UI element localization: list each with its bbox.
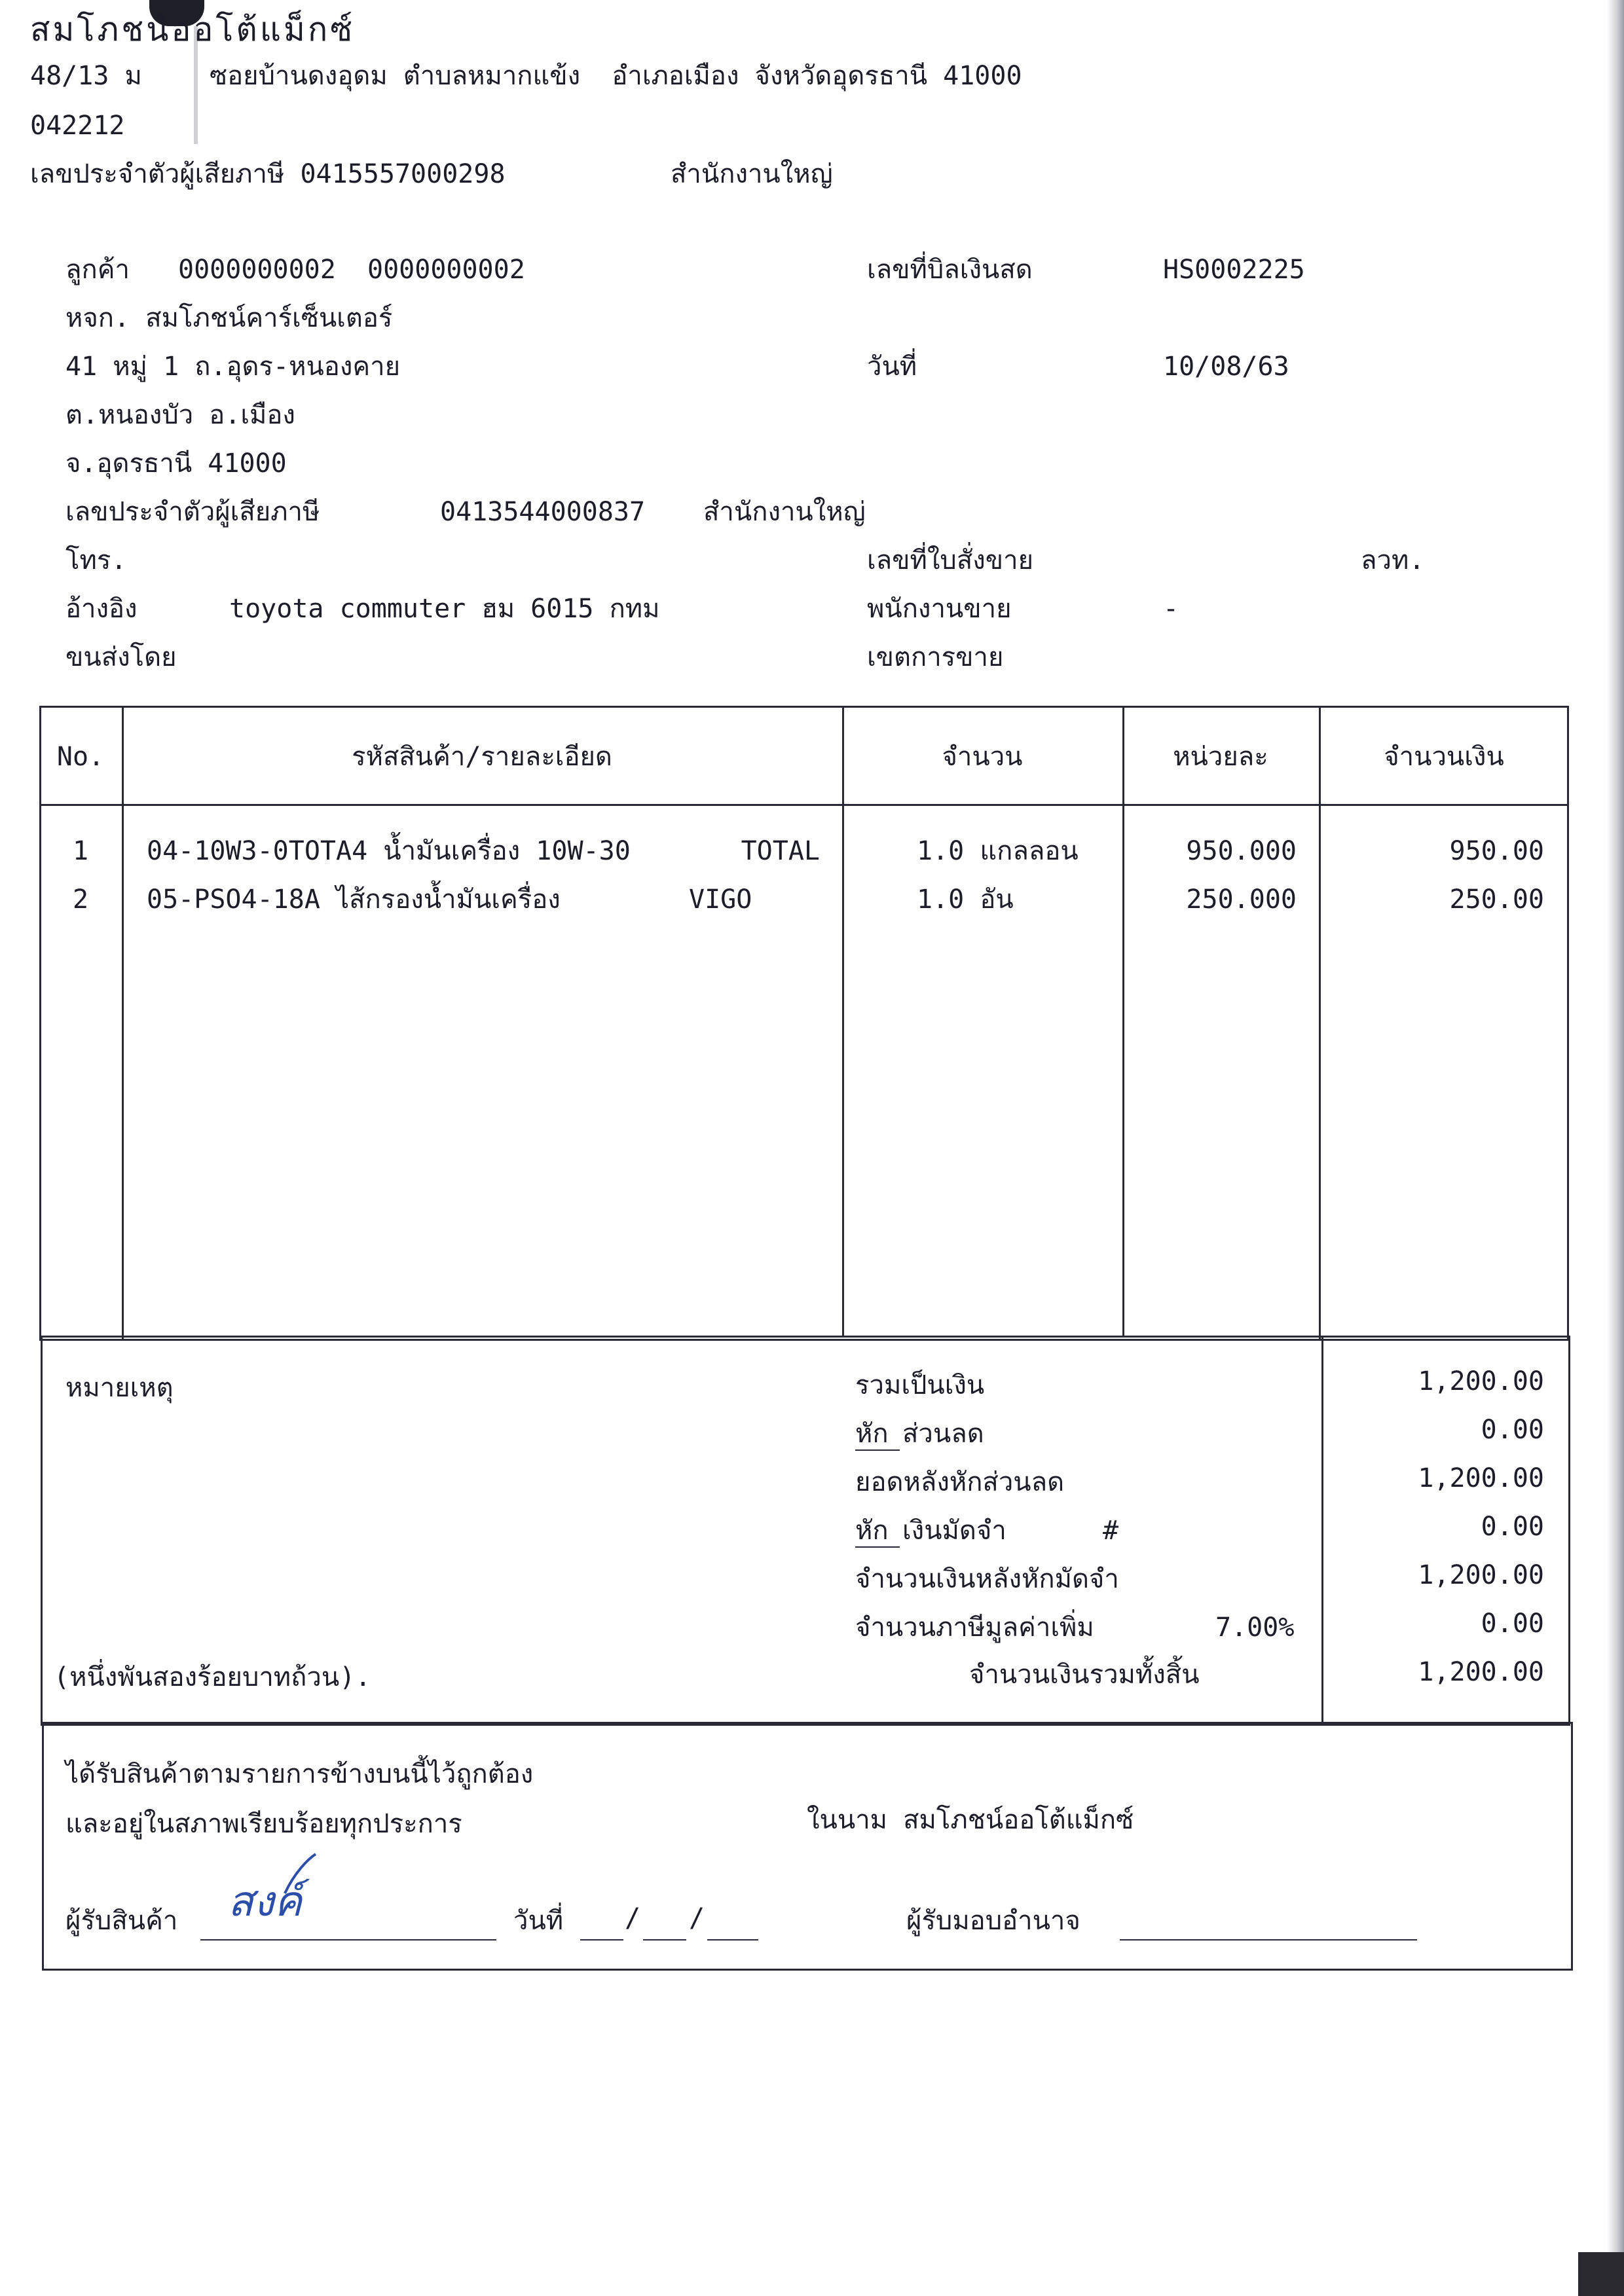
after-deposit-label: จำนวนเงินหลังหักมัดจำ	[855, 1564, 1119, 1594]
received-statement-1: ได้รับสินค้าตามรายการข้างบนนี้ไว้ถูกต้อง	[65, 1759, 534, 1789]
company-address-start: 48/13 ม	[30, 61, 142, 91]
discount-value: 0.00	[1481, 1415, 1544, 1445]
discount-label: ส่วนลด	[902, 1419, 984, 1449]
subtotal-value: 1,200.00	[1418, 1366, 1544, 1396]
deposit-value: 0.00	[1481, 1512, 1544, 1542]
reference-label: อ้างอิง	[65, 594, 138, 624]
authorized-label: ผู้รับมอบอำนาจ	[906, 1906, 1080, 1936]
remark-label: หมายเหตุ	[65, 1373, 174, 1403]
company-name: สมโภชน์ออโต้แม็กซ์	[30, 10, 356, 48]
discount-label-hak: หัก	[855, 1419, 889, 1449]
row-2-unit-price: 250.000	[1186, 884, 1297, 915]
after-deposit-value: 1,200.00	[1418, 1560, 1544, 1590]
header-amount: จำนวนเงิน	[1384, 742, 1504, 772]
row-2-amount: 250.00	[1449, 884, 1544, 915]
subtotal-label: รวมเป็นเงิน	[855, 1370, 985, 1400]
customer-phone-label: โทร.	[65, 545, 127, 575]
sales-order-label: เลขที่ใบสั่งขาย	[867, 545, 1034, 575]
shipping-label: ขนส่งโดย	[65, 642, 177, 672]
date-slash-2: /	[689, 1903, 705, 1933]
customer-tax-id: 0413544000837	[440, 497, 646, 527]
bill-no-label: เลขที่บิลเงินสด	[867, 255, 1033, 285]
scan-edge-shadow	[1607, 0, 1624, 2296]
customer-code: 0000000002 0000000002	[178, 255, 525, 285]
discount-underline	[855, 1449, 900, 1451]
grand-total-label: จำนวนเงินรวมทั้งสิ้น	[969, 1660, 1200, 1690]
scan-corner-shadow	[1578, 2252, 1624, 2296]
deposit-mark: #	[1103, 1516, 1119, 1546]
sales-area-label: เขตการขาย	[867, 642, 1004, 672]
receiver-label: ผู้รับสินค้า	[65, 1906, 178, 1936]
date-day-line	[580, 1939, 623, 1941]
row-1-unit-price: 950.000	[1186, 836, 1297, 866]
bill-date: 10/08/63	[1163, 352, 1289, 382]
col-divider-2	[842, 706, 844, 1337]
deposit-label-hak: หัก	[855, 1516, 889, 1546]
customer-address-3: จ.อุดรธานี 41000	[65, 448, 287, 479]
total-in-words: (หนึ่งพันสองร้อยบาทถ้วน).	[54, 1662, 371, 1692]
deposit-label: เงินมัดจำ	[902, 1516, 1006, 1546]
row-2-description: 05-PSO4-18A ไส้กรองน้ำมันเครื่อง	[147, 884, 561, 915]
header-unit-price: หน่วยละ	[1173, 742, 1268, 772]
items-table	[39, 706, 1569, 1341]
row-1-brand: TOTAL	[741, 836, 820, 866]
row-1-no: 1	[72, 836, 89, 866]
customer-name: หจก. สมโภชน์คาร์เซ็นเตอร์	[65, 303, 393, 333]
receiver-signature-line	[200, 1939, 496, 1941]
deposit-underline	[855, 1546, 900, 1548]
row-1-quantity: 1.0 แกลลอน	[917, 836, 1079, 866]
row-2-brand: VIGO	[689, 884, 752, 915]
on-behalf-company: ในนาม สมโภชน์ออโต้แม็กซ์	[807, 1805, 1134, 1835]
grand-total-value: 1,200.00	[1418, 1657, 1544, 1687]
bill-no: HS0002225	[1163, 255, 1305, 285]
customer-tax-label: เลขประจำตัวผู้เสียภาษี	[65, 497, 320, 527]
salesperson-label: พนักงานขาย	[867, 594, 1012, 624]
receiver-signature	[223, 1853, 321, 1925]
date-slash-1: /	[625, 1903, 641, 1933]
date-year-line	[707, 1939, 758, 1941]
reference-value: toyota commuter ฮม 6015 กทม	[229, 594, 660, 624]
col-divider-4	[1319, 706, 1321, 1341]
customer-address-2: ต.หนองบัว อ.เมือง	[65, 400, 295, 430]
company-address: ซอยบ้านดงอุดม ตำบลหมากแข้ง อำเภอเมือง จังหวัดอุดรธานี 41000	[210, 61, 1022, 91]
vat-value: 0.00	[1481, 1609, 1544, 1639]
header-no: No.	[56, 742, 105, 772]
sales-order-value: ลวท.	[1361, 545, 1425, 575]
row-1-amount: 950.00	[1449, 836, 1544, 866]
date-month-line	[643, 1939, 686, 1941]
received-statement-2: และอยู่ในสภาพเรียบร้อยทุกประการ	[65, 1809, 462, 1839]
customer-branch: สำนักงานใหญ่	[703, 497, 866, 527]
col-divider-1	[122, 706, 124, 1341]
company-phone: 042212	[30, 111, 125, 141]
header-quantity: จำนวน	[942, 742, 1023, 772]
vat-label: จำนวนภาษีมูลค่าเพิ่ม	[855, 1613, 1094, 1643]
after-discount-value: 1,200.00	[1418, 1463, 1544, 1493]
svg-text:สงค์: สงค์	[228, 1878, 303, 1925]
company-branch: สำนักงานใหญ่	[671, 159, 833, 189]
company-tax-id: เลขประจำตัวผู้เสียภาษี 0415557000298	[30, 159, 506, 189]
header-description: รหัสสินค้า/รายละเอียด	[352, 742, 612, 772]
customer-label: ลูกค้า	[65, 255, 130, 285]
after-discount-label: ยอดหลังหักส่วนลด	[855, 1467, 1065, 1497]
bill-date-label: วันที่	[867, 352, 917, 382]
row-2-quantity: 1.0 อัน	[917, 884, 1014, 915]
table-header-rule	[39, 804, 1569, 806]
row-2-no: 2	[72, 884, 89, 915]
row-1-description: 04-10W3-0TOTA4 น้ำมันเครื่อง 10W-30	[147, 836, 631, 866]
customer-address-1: 41 หมู่ 1 ถ.อุดร-หนองคาย	[65, 352, 401, 382]
receive-date-label: วันที่	[513, 1906, 564, 1936]
vat-rate: 7.00%	[1215, 1613, 1295, 1643]
authorized-signature-line	[1120, 1939, 1417, 1941]
salesperson-value: -	[1163, 594, 1179, 624]
col-divider-3	[1122, 706, 1124, 1337]
